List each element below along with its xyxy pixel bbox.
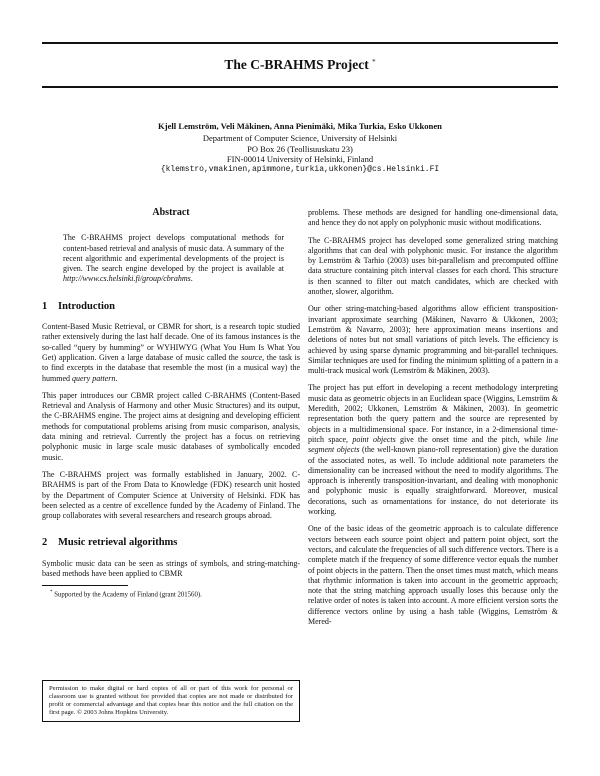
funding-footnote: [50, 589, 300, 599]
term-point-objects: point objects: [352, 434, 396, 444]
music-retrieval-paragraph-4: [308, 383, 558, 517]
top-rule: [42, 42, 558, 44]
department: Department of Computer Science, University of Helsinki: [202, 133, 398, 143]
term-source: source: [241, 352, 263, 362]
right-column: [308, 208, 558, 634]
affiliation: [0, 133, 600, 175]
city: FIN-00014 University of Helsinki, Finland: [226, 154, 374, 165]
term-query-pattern: query pattern: [72, 373, 116, 383]
music-retrieval-paragraph-3: Our other string-matching-based algorithms allow efficient transposition-invariant approximate searching (Mäkinen, Navarro & Ukkonen, 2003; Lemström & Navarro, 2003); here approximation means insertions and deletions of notes but not small variations of pitch levels. The efficiency is achieved by using sparse dynamic programming and bit-parallel techniques. Similar techniques are used for finding the minimum splitting of a pattern in a multi-track musical work (Lemström & Mäkinen, 2003).: [308, 304, 558, 376]
permission-notice: Permission to make digital or hard copies of all or part of this work for personal or classroom use is granted without fee provided that copies are not made or distributed for profit or commercial advantage and that copies bear this notice and the full citation on the first page. © 2003 Johns Hopkins University.: [42, 680, 300, 722]
title-footnote-mark: *: [372, 58, 376, 66]
music-retrieval-paragraph-5: One of the basic ideas of the geometric approach is to calculate difference vectors between each source point object and pattern point object, sort the vectors, and calculate the frequencies of all such difference vectors. There is a complete match if the frequency of some difference vector equals the number of point objects in the pattern. Then the onset times must match, which means that rhythmic information is taken into account in the geometric approach; note that the string matching approach usually loses this because only the relative order of notes is taken into account. A more efficient version sorts the difference vectors online by using a hash table (Wiggins, Lemström & Mered-: [308, 524, 558, 626]
intro-paragraph-1: [42, 322, 300, 384]
music-retrieval-paragraph-1: Symbolic music data can be seen as strings of symbols, and string-matching-based methods have been applied to CBMR: [42, 558, 300, 579]
music-retrieval-paragraph-1-cont: problems. These methods are designed for handling one-dimensional data, and hence they do not apply on polyphonic music without modifications.: [308, 208, 558, 228]
paper-title: [0, 57, 600, 73]
footnote-mark: *: [50, 590, 53, 596]
left-column: [42, 208, 300, 600]
r4-b: give the onset time and the pitch, while: [395, 434, 546, 444]
po-box: PO Box 26 (Teollisuuskatu 23): [247, 143, 353, 154]
intro-p1-c: .: [115, 373, 118, 383]
abstract-text: [63, 233, 284, 284]
abstract-end: .: [190, 274, 193, 284]
music-retrieval-paragraph-2: The C-BRAHMS project has developed some generalized string matching algorithms that can deal with polyphonic music. For instance the algorithm by Lemström & Tarhio (2003) uses bit-parallelism and precomputed offline data structure containing pitch interval classes for each chord. This structure is then scanned to filter out match candidates, which are checked with another, slower, algorithm.: [308, 235, 558, 297]
footnote-rule: [42, 585, 128, 586]
term-line-segment-objects: line segment objects: [308, 434, 558, 455]
r4-c: (the well-known piano-roll representation) give the duration of the associated notes, as well. To include additional note parameters the dimensionality can be increased without the need to modify algorithms. The approach is inherently transposition-invariant, and dealing with monophonic and polyphonic music is equally straightforward. Moreover, musical decorations, such as ornamentations for instance, do not deteriorate its working.: [308, 445, 558, 517]
r4-a: The project has put effort in developing a recent methodology interpreting music data as geometric objects in an Euclidean space (Wiggins, Lemström & Meredith, 2002; Ukkonen, Lemström & Mäkinen, 2003). In geometric representation both the query pattern and the source are represented by objects in a multidimensional space. For instance, in a 2-dimensional time-pitch space,: [308, 383, 558, 444]
section-2-number: 2: [42, 537, 48, 549]
intro-paragraph-2: This paper introduces our CBMR project called C-BRAHMS (Content-Based Retrieval and Analysis of Harmony and other Music Structures) and its output, the C-BRAHMS engine. The project aims at designing and developing efficient methods for computational problems arising from music comparison, analysis, data mining and retrieval. Currently the project has a focus on retrieving polyphonic music in large scale music databases of symbolically encoded music.: [42, 390, 300, 462]
title-rule: [42, 86, 558, 88]
intro-p1-b: , the task is to find excerpts in the database that resemble the most (in a musical way) the hummed: [42, 352, 301, 383]
section-1-number: 1: [42, 300, 48, 312]
section-2-heading: [42, 538, 300, 548]
author-list: Kjell Lemström, Veli Mäkinen, Anna Pienimäki, Mika Turkia, Esko Ukkonen: [158, 121, 442, 131]
author-emails: {klemstro,vmakinen,apimmone,turkia,ukkonen}@cs.Helsinki.FI: [160, 164, 440, 174]
intro-p1-a: Content-Based Music Retrieval, or CBMR for short, is a research topic studied rather extensively during the last half decade. One of its famous instances is the so-called “query by humming” or WYHIWYG (What You Hum Is What You Get) application. Given a large database of music called the: [42, 322, 300, 362]
section-2-title: Music retrieval algorithms: [58, 537, 178, 549]
abstract-body: The C-BRAHMS project develops computational methods for content-based retrieval and analysis of music data. A summary of the recent algorithmic and experimental developments of the project is given. The search engine developed by the project is available at: [63, 233, 284, 274]
footnote-text: Supported by the Academy of Finland (grant 201560).: [54, 591, 202, 599]
section-1-heading: [42, 302, 300, 312]
title-text: The C-BRAHMS Project: [224, 57, 369, 72]
project-url[interactable]: http://www.cs.helsinki.fi/group/cbrahms: [63, 274, 191, 284]
intro-paragraph-3: The C-BRAHMS project was formally established in January, 2002. C-BRAHMS is part of the From Data to Knowledge (FDK) research unit hosted by the Department of Computer Science at University of Helsinki. FDK has been selected as a centre of excellence funded by the Academy of Finland. The group collaborates with several researchers and research groups abroad.: [42, 469, 300, 521]
abstract-heading: Abstract: [152, 207, 190, 218]
section-1-title: Introduction: [58, 300, 115, 312]
